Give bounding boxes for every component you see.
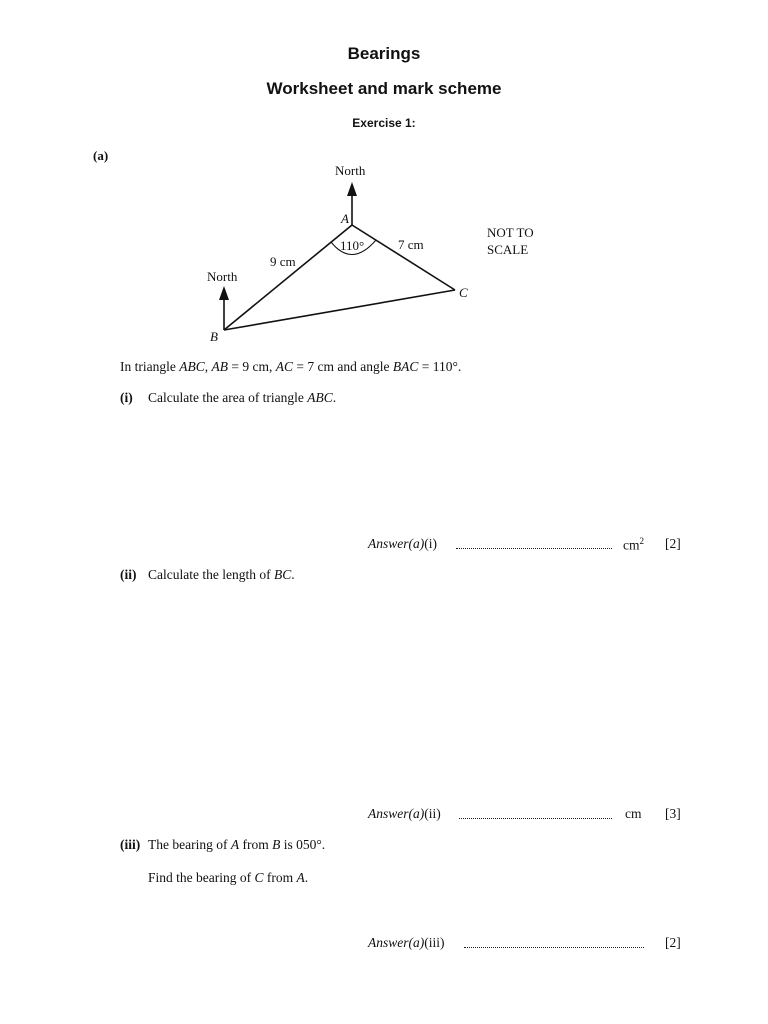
- vertex-c-label: C: [459, 285, 468, 300]
- question-ii-label: (ii): [120, 567, 137, 582]
- north-arrow-b-head: [219, 286, 229, 300]
- answer-ii-part: (ii): [424, 806, 441, 821]
- answer-i-unit-sup: 2: [639, 536, 644, 546]
- question-iii-em1: A: [230, 837, 240, 852]
- answer-iii-prefix: Answer(a): [368, 935, 425, 950]
- question-ii-end: .: [291, 567, 295, 582]
- answer-ii-input[interactable]: [459, 810, 612, 819]
- intro-ab-value: = 9 cm,: [227, 359, 276, 374]
- north-arrow-a-head: [347, 182, 357, 196]
- answer-iii: [368, 935, 445, 951]
- question-iii-b-text1: Find the bearing of: [148, 870, 255, 885]
- question-ii: [120, 567, 295, 583]
- question-iii-part-b: [148, 870, 308, 886]
- answer-i-prefix: Answer(a): [368, 536, 425, 551]
- question-iii: [120, 837, 325, 853]
- question-ii-em: BC: [273, 567, 292, 582]
- intro-sep: ,: [204, 359, 212, 374]
- question-iii-b-em1: C: [254, 870, 264, 885]
- north-label-a: North: [335, 163, 366, 178]
- scale-note-line1: NOT TO: [487, 225, 534, 240]
- question-iii-b-em2: A: [296, 870, 305, 885]
- intro-bac: BAC: [392, 359, 419, 374]
- exercise-heading: Exercise 1:: [352, 116, 416, 130]
- question-intro: [120, 359, 461, 375]
- vertex-a-label: A: [341, 211, 349, 226]
- document-subtitle: Worksheet and mark scheme: [266, 79, 502, 98]
- side-ab: [224, 225, 352, 330]
- triangle-diagram: [0, 0, 768, 360]
- question-i: [120, 390, 336, 406]
- intro-ac: AC: [275, 359, 293, 374]
- answer-i-unit: [623, 536, 644, 554]
- question-i-end: .: [332, 390, 337, 405]
- answer-ii: [368, 806, 441, 822]
- question-iii-b-text3: .: [304, 870, 309, 885]
- north-label-b: North: [207, 269, 238, 284]
- answer-i-unit-text: cm: [623, 537, 640, 553]
- question-iii-em2: B: [272, 837, 281, 852]
- side-ac: [352, 225, 455, 290]
- question-i-label: (i): [120, 390, 133, 405]
- answer-i-marks: [2]: [665, 536, 681, 551]
- answer-ii-unit: cm: [625, 806, 642, 821]
- length-ac-label: 7 cm: [398, 237, 424, 252]
- intro-text: In triangle: [120, 359, 180, 374]
- document-title: Bearings: [347, 44, 421, 63]
- answer-i: [368, 536, 437, 552]
- question-i-em: ABC: [307, 390, 333, 405]
- answer-ii-marks: [3]: [665, 806, 681, 821]
- answer-iii-input[interactable]: [464, 939, 644, 948]
- scale-note-line2: SCALE: [487, 242, 529, 257]
- part-label: (a): [93, 148, 109, 163]
- answer-i-part: (i): [424, 536, 437, 551]
- vertex-b-label: B: [210, 329, 218, 344]
- question-i-text: Calculate the area of triangle: [148, 390, 308, 405]
- intro-triangle: ABC: [179, 359, 205, 374]
- answer-iii-part: (iii): [424, 935, 445, 950]
- question-iii-text2: from: [239, 837, 273, 852]
- question-iii-b-text2: from: [263, 870, 297, 885]
- side-bc: [224, 290, 455, 330]
- answer-ii-prefix: Answer(a): [368, 806, 425, 821]
- question-iii-label: (iii): [120, 837, 141, 852]
- answer-i-input[interactable]: [456, 540, 612, 549]
- question-iii-text3: is 050°.: [280, 837, 326, 852]
- answer-iii-marks: [2]: [665, 935, 681, 950]
- question-ii-text: Calculate the length of: [148, 567, 274, 582]
- intro-bac-value: = 110°.: [418, 359, 462, 374]
- length-ab-label: 9 cm: [270, 254, 296, 269]
- intro-ac-value: = 7 cm and angle: [292, 359, 393, 374]
- intro-ab: AB: [211, 359, 228, 374]
- question-iii-text1: The bearing of: [148, 837, 231, 852]
- angle-a-label: 110°: [340, 238, 365, 253]
